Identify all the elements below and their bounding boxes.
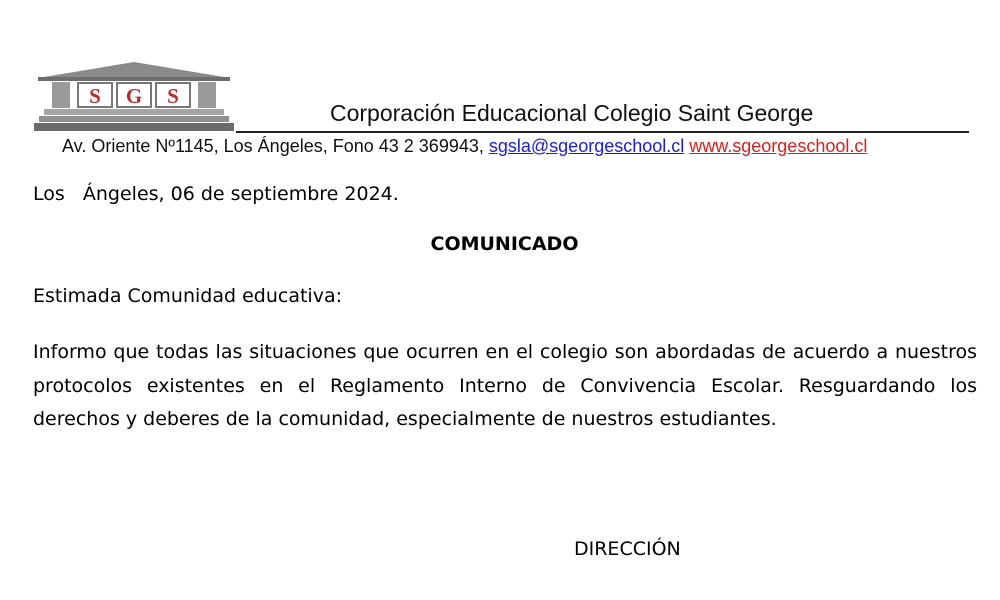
website-link[interactable]: www.sgeorgeschool.cl (689, 136, 868, 156)
logo-step-2 (39, 116, 229, 122)
logo-step-3 (34, 123, 234, 131)
logo-step-1 (44, 109, 224, 115)
body-paragraph: Informo que todas las situaciones que ocurren en el colegio son abordadas de acuerdo a nuestros protocolos existentes en el Reglamento Interno de Convivencia Escolar. Resguardando los derechos y deberes de la comunidad, especialmente de nuestros estudiantes. (33, 341, 977, 430)
logo-column-left (52, 82, 70, 108)
school-logo (34, 62, 234, 138)
signature: DIRECCIÓN (574, 538, 681, 560)
letterhead-divider (236, 131, 969, 133)
logo-letter-3: S (167, 84, 179, 108)
logo-column-right (198, 82, 216, 108)
document-title: COMUNICADO (430, 233, 579, 255)
contact-line (62, 136, 867, 157)
salutation: Estimada Comunidad educativa: (33, 285, 342, 307)
letterhead (0, 0, 1000, 170)
date-line: Los Ángeles, 06 de septiembre 2024. (33, 183, 399, 205)
logo-letter-1: S (89, 84, 101, 108)
organization-name: Corporación Educacional Colegio Saint George (330, 100, 814, 126)
logo-roof-base (38, 77, 230, 81)
address-text: Av. Oriente Nº1145, Los Ángeles, Fono 43 2 369943, (62, 136, 484, 156)
email-link[interactable]: sgsla@sgeorgeschool.cl (488, 136, 685, 156)
logo-roof (38, 62, 230, 78)
logo-letter-2: G (125, 84, 143, 108)
